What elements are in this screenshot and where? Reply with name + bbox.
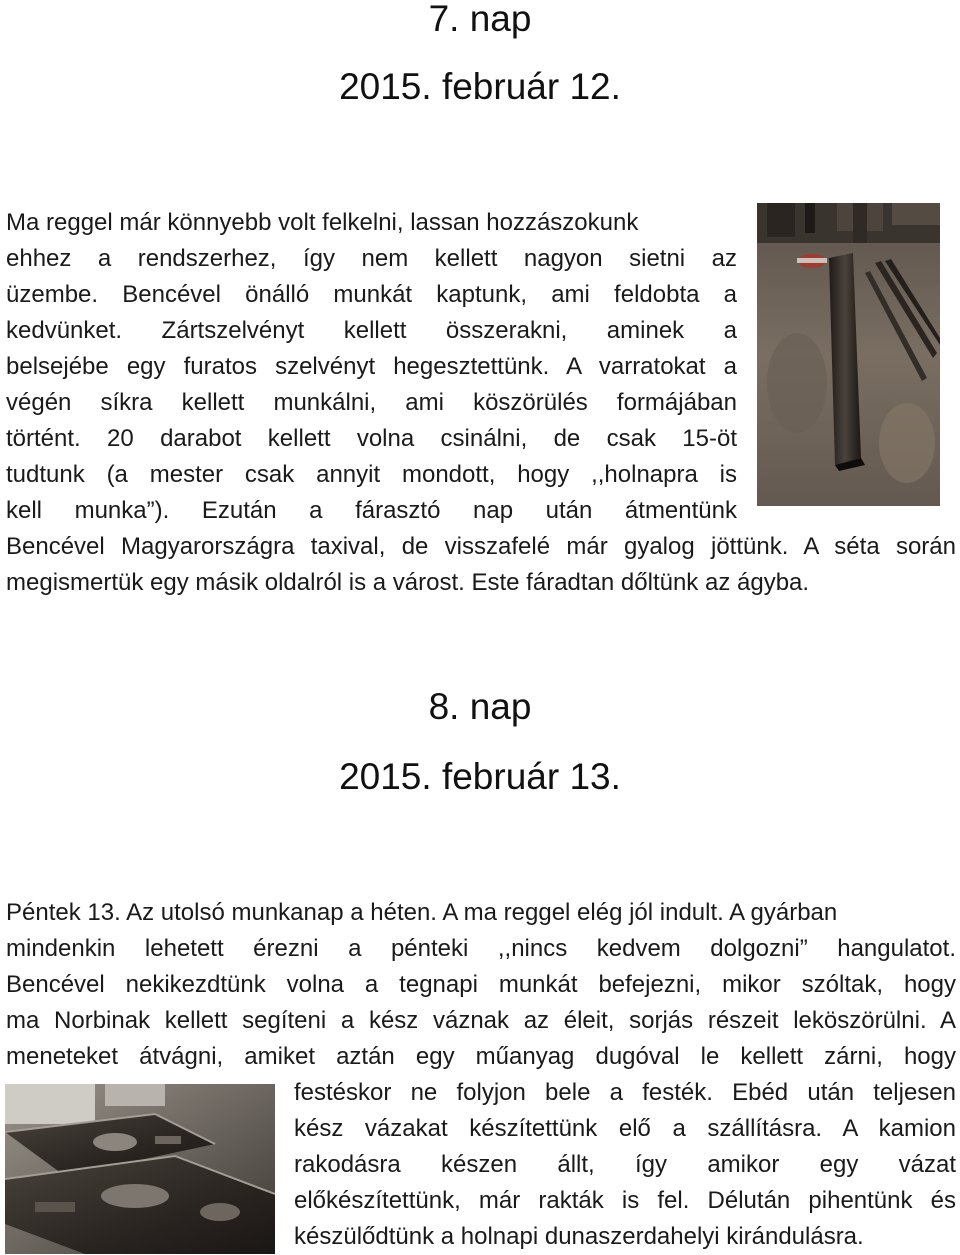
paragraph-line: belsejébe egy furatos szelvényt hegesztettünk. A varratokat a: [6, 353, 737, 380]
day8-paragraph-indented: [294, 1075, 956, 1255]
paragraph-line: megismertük egy másik oldalról is a várost. Este fáradtan dőltünk az ágyba.: [6, 569, 810, 596]
day8-title: 8. nap: [428, 686, 532, 727]
paragraph-line: Ma reggel már könnyebb volt felkelni, lassan hozzászokunk: [6, 209, 639, 236]
steel-frames-photo: [5, 1084, 275, 1254]
paragraph-line: kell munka”). Ezután a fárasztó nap után átmentünk: [6, 497, 737, 524]
paragraph-line: ma Norbinak kellett segíteni a kész váznak az éleit, sorjás részeit leköszörülni. A: [6, 1007, 956, 1034]
day7-paragraph-full: [6, 529, 956, 601]
paragraph-line: készülődtünk a holnapi dunaszerdahelyi kirándulásra.: [294, 1223, 864, 1250]
paragraph-line: Bencével Magyarországra taxival, de visszafelé már gyalog jöttünk. A séta során: [6, 533, 956, 560]
day7-date: 2015. február 12.: [339, 66, 621, 107]
workshop-steel-profiles-photo: [757, 203, 940, 506]
day8-paragraph-full: [6, 895, 956, 1075]
paragraph-line: tudtunk (a mester csak annyit mondott, hogy ,,holnapra is: [6, 461, 737, 488]
paragraph-line: üzembe. Bencével önálló munkát kaptunk, ami feldobta a: [6, 281, 737, 308]
day7-title: 7. nap: [428, 0, 532, 39]
day7-paragraph-narrow: [6, 205, 737, 529]
paragraph-line: Bencével nekikezdtünk volna a tegnapi munkát befejezni, mikor szóltak, hogy: [6, 971, 956, 998]
paragraph-line: ehhez a rendszerhez, így nem kellett nagyon sietni az: [6, 245, 737, 272]
day8-date: 2015. február 13.: [339, 756, 621, 797]
paragraph-line: Péntek 13. Az utolsó munkanap a héten. A ma reggel elég jól indult. A gyárban: [6, 899, 838, 926]
paragraph-line: mindenkin lehetett érezni a pénteki ,,nincs kedvem dolgozni” hangulatot.: [6, 935, 956, 962]
paragraph-line: végén síkra kellett munkálni, ami köszörülés formájában: [6, 389, 737, 416]
paragraph-line: rakodásra készen állt, így amikor egy vázat: [294, 1151, 956, 1178]
paragraph-line: meneteket átvágni, amiket aztán egy műanyag dugóval le kellett zárni, hogy: [6, 1043, 956, 1070]
paragraph-line: kész vázakat készítettünk elő a szállításra. A kamion: [294, 1115, 956, 1142]
paragraph-line: kedvünket. Zártszelvényt kellett összerakni, aminek a: [6, 317, 737, 344]
paragraph-line: előkészítettünk, már rakták is fel. Délután pihentünk és: [294, 1187, 956, 1214]
paragraph-line: festéskor ne folyjon bele a festék. Ebéd után teljesen: [294, 1079, 956, 1106]
paragraph-line: történt. 20 darabot kellett volna csinálni, de csak 15-öt: [6, 425, 737, 452]
